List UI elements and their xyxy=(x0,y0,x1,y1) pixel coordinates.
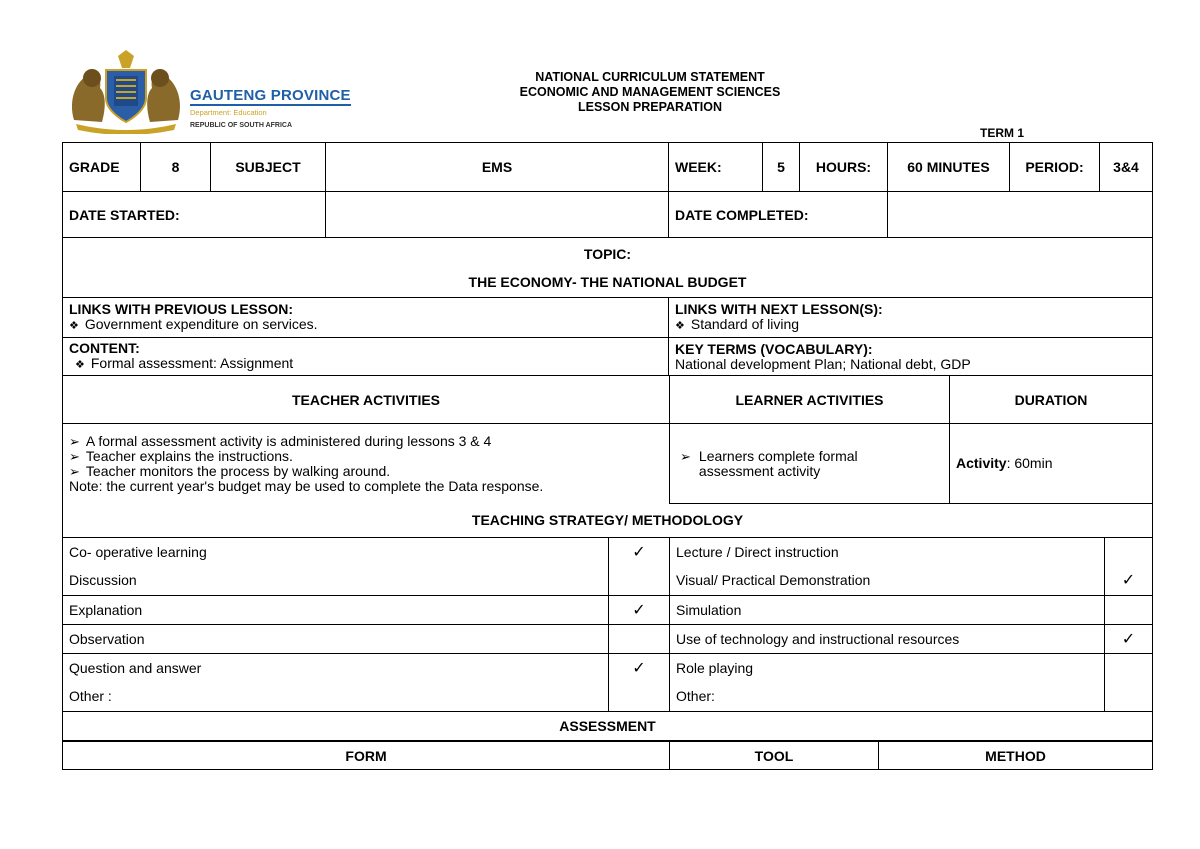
strategy-left-check-empty[interactable] xyxy=(609,566,670,595)
strategy-left-check-empty[interactable] xyxy=(609,682,670,711)
hours-value: 60 MINUTES xyxy=(888,143,1010,192)
subject-label: SUBJECT xyxy=(211,143,326,192)
learner-activities-cell xyxy=(670,424,950,504)
date-completed-label: DATE COMPLETED: xyxy=(669,192,888,238)
strategy-left-label: Co- operative learning xyxy=(63,537,609,566)
strategy-right-label: Visual/ Practical Demonstration xyxy=(670,566,1105,595)
next-lesson-label: LINKS WITH NEXT LESSON(S): xyxy=(675,300,883,317)
date-started-value[interactable] xyxy=(326,192,669,238)
strategy-right-check-empty[interactable] xyxy=(1105,682,1153,711)
info-row-1 xyxy=(63,143,1153,192)
topic-cell xyxy=(63,238,1153,298)
strategy-table xyxy=(62,503,1153,741)
previous-lesson-cell xyxy=(63,298,669,338)
key-terms-value: National development Plan; National debt, GDP xyxy=(675,355,971,372)
key-terms-cell xyxy=(669,338,1153,376)
strategy-left-label: Question and answer xyxy=(63,653,609,682)
content-row xyxy=(63,338,1153,376)
topic-row xyxy=(63,238,1153,298)
topic-value: THE ECONOMY- THE NATIONAL BUDGET xyxy=(468,273,747,290)
duration-header: DURATION xyxy=(950,376,1153,424)
title-line-1: NATIONAL CURRICULUM STATEMENT xyxy=(535,70,765,84)
learner-activities-header: LEARNER ACTIVITIES xyxy=(670,376,950,424)
content-value: ❖ Formal assessment: Assignment xyxy=(69,356,662,373)
teacher-activities-cell xyxy=(63,424,670,504)
strategy-row xyxy=(63,682,1153,711)
strategy-right-label: Role playing xyxy=(670,653,1105,682)
document-title xyxy=(450,70,850,115)
assessment-method-header: METHOD xyxy=(879,742,1153,770)
strategy-left-label: Other : xyxy=(63,682,609,711)
key-terms-label: KEY TERMS (VOCABULARY): xyxy=(675,340,873,357)
topic-label: TOPIC: xyxy=(583,245,632,262)
logo-country: REPUBLIC OF SOUTH AFRICA xyxy=(190,122,293,129)
activities-table xyxy=(62,375,1153,504)
period-label: PERIOD: xyxy=(1010,143,1100,192)
assessment-columns-row xyxy=(63,742,1153,770)
logo-province-name: GAUTENG PROVINCE xyxy=(190,87,351,104)
next-lesson-value: ❖ Standard of living xyxy=(675,317,1146,334)
strategy-header: TEACHING STRATEGY/ METHODOLOGY xyxy=(63,503,1153,537)
strategy-left-label: Explanation xyxy=(63,595,609,624)
strategy-left-check-empty[interactable] xyxy=(609,624,670,653)
teacher-note: Note: the current year's budget may be used to complete the Data response. xyxy=(69,477,544,494)
activities-body-row xyxy=(63,424,1153,504)
strategy-right-check-empty[interactable] xyxy=(1105,537,1153,566)
strategy-left-label: Discussion xyxy=(63,566,609,595)
lesson-plan-table xyxy=(62,142,1153,376)
arrow-bullet-icon: ➢ xyxy=(680,448,691,464)
date-completed-value[interactable] xyxy=(888,192,1153,238)
next-lesson-cell xyxy=(669,298,1153,338)
date-started-label: DATE STARTED: xyxy=(63,192,326,238)
subject-value: EMS xyxy=(326,143,669,192)
strategy-right-label: Lecture / Direct instruction xyxy=(670,537,1105,566)
strategy-left-check-icon[interactable]: ✓ xyxy=(609,653,670,682)
teacher-activity-2: ➢ Teacher explains the instructions. xyxy=(69,449,663,464)
assessment-form-header: FORM xyxy=(63,742,670,770)
learner-activity-text: Learners complete formal assessment activity xyxy=(698,447,858,479)
content-label: CONTENT: xyxy=(69,339,140,356)
term-label: TERM 1 xyxy=(980,126,1025,140)
strategy-row xyxy=(63,537,1153,566)
strategy-row xyxy=(63,653,1153,682)
period-value: 3&4 xyxy=(1100,143,1153,192)
assessment-header: ASSESSMENT xyxy=(63,711,1153,740)
week-label: WEEK: xyxy=(669,143,763,192)
previous-lesson-label: LINKS WITH PREVIOUS LESSON: xyxy=(69,300,294,317)
assessment-tool-header: TOOL xyxy=(670,742,879,770)
strategy-left-check-icon[interactable]: ✓ xyxy=(609,595,670,624)
strategy-row xyxy=(63,624,1153,653)
teacher-activity-3: ➢ Teacher monitors the process by walking around. xyxy=(69,464,663,479)
document-header xyxy=(0,0,1200,142)
learner-activity-item xyxy=(676,449,943,479)
grade-label: GRADE xyxy=(63,143,141,192)
title-line-3: LESSON PREPARATION xyxy=(578,100,722,114)
duration-activity-label: Activity xyxy=(956,455,1007,471)
previous-lesson-value: ❖ Government expenditure on services. xyxy=(69,317,662,334)
strategy-right-check-empty[interactable] xyxy=(1105,653,1153,682)
teacher-activities-header: TEACHER ACTIVITIES xyxy=(63,376,670,424)
activities-header-row xyxy=(63,376,1153,424)
strategy-left-check-icon[interactable]: ✓ xyxy=(609,537,670,566)
strategy-right-label: Simulation xyxy=(670,595,1105,624)
duration-activity-value: : 60min xyxy=(1006,455,1053,471)
assessment-header-row xyxy=(63,711,1153,740)
title-line-2: ECONOMIC AND MANAGEMENT SCIENCES xyxy=(519,85,781,99)
assessment-table xyxy=(62,741,1153,770)
duration-cell xyxy=(950,424,1153,504)
strategy-right-label: Use of technology and instructional resources xyxy=(670,624,1105,653)
strategy-row xyxy=(63,566,1153,595)
hours-label: HOURS: xyxy=(800,143,888,192)
strategy-right-check-icon[interactable]: ✓ xyxy=(1105,566,1153,595)
content-cell xyxy=(63,338,669,376)
info-row-2 xyxy=(63,192,1153,238)
strategy-header-row xyxy=(63,503,1153,537)
strategy-right-check-empty[interactable] xyxy=(1105,595,1153,624)
strategy-row xyxy=(63,595,1153,624)
grade-value: 8 xyxy=(141,143,211,192)
links-row xyxy=(63,298,1153,338)
strategy-right-label: Other: xyxy=(670,682,1105,711)
strategy-rows xyxy=(63,537,1153,711)
strategy-left-label: Observation xyxy=(63,624,609,653)
logo-department: Department: Education xyxy=(190,108,267,117)
teacher-activity-1: ➢ A formal assessment activity is administered during lessons 3 & 4 xyxy=(69,434,663,449)
strategy-right-check-icon[interactable]: ✓ xyxy=(1105,624,1153,653)
week-value: 5 xyxy=(763,143,800,192)
